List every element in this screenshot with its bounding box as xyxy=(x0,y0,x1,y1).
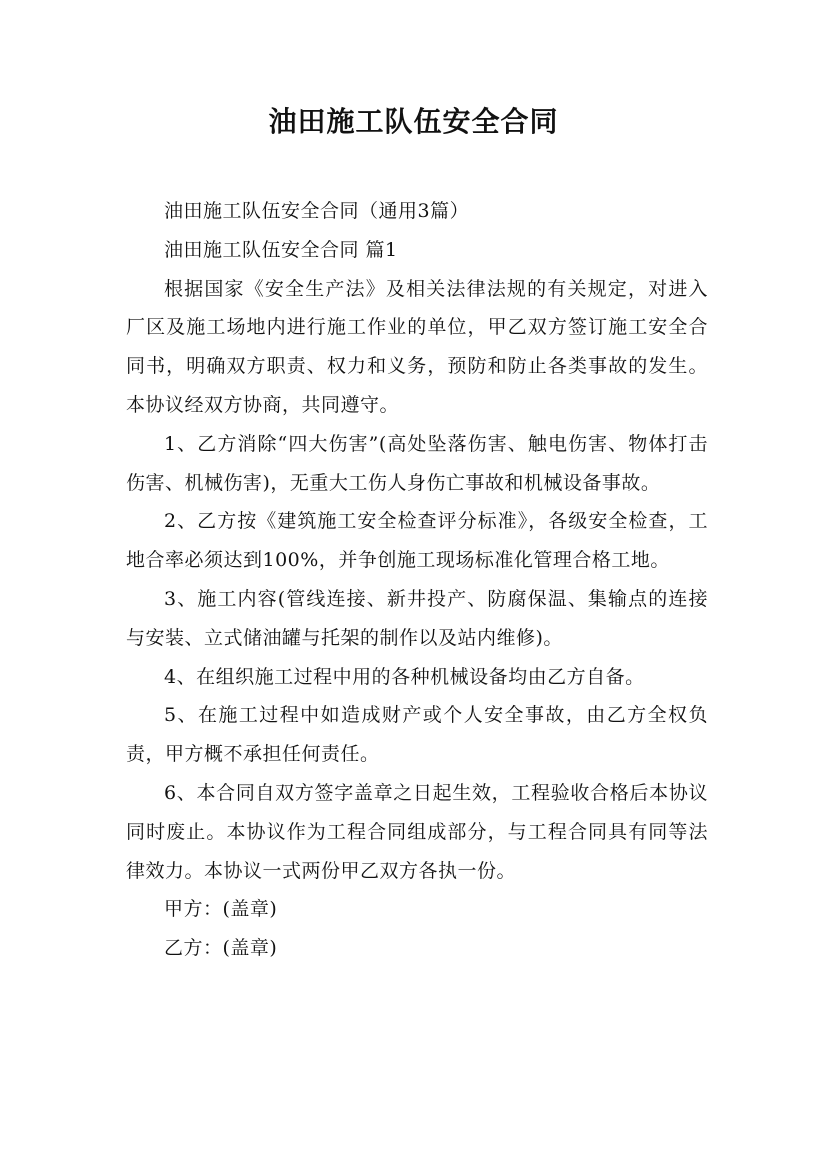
clause-6: 6、本合同自双方签字盖章之日起生效，工程验收合格后本协议同时废止。本协议作为工程合同组成部分，与工程合同具有同等法律效力。本协议一式两份甲乙双方各执一份。 xyxy=(126,781,708,882)
clause-1: 1、乙方消除“四大伤害”(高处坠落伤害、触电伤害、物体打击伤害、机械伤害)，无重大工伤人身伤亡事故和机械设备事故。 xyxy=(126,432,708,494)
clause-2: 2、乙方按《建筑施工安全检查评分标准》，各级安全检查，工地合率必须达到100%，并争创施工现场标准化管理合格工地。 xyxy=(126,510,708,572)
subtitle-paragraph: 油田施工队伍安全合同（通用3篇） xyxy=(164,200,470,222)
clause-5: 5、在施工过程中如造成财产或个人安全事故，由乙方全权负责，甲方概不承担任何责任。 xyxy=(126,704,708,766)
clause-4: 4、在组织施工过程中用的各种机械设备均由乙方自备。 xyxy=(164,665,645,688)
party-b-signature: 乙方：(盖章) xyxy=(164,937,278,960)
document-body xyxy=(126,192,708,968)
party-a-signature: 甲方：(盖章) xyxy=(164,898,278,921)
intro-paragraph: 根据国家《安全生产法》及相关法律法规的有关规定，对进入厂区及施工场地内进行施工作业的单位，甲乙双方签订施工安全合同书，明确双方职责、权力和义务，预防和防止各类事故的发生。本协议经双方协商，共同遵守。 xyxy=(126,277,708,416)
document-title: 油田施工队伍安全合同 xyxy=(268,105,559,138)
clause-3: 3、施工内容(管线连接、新井投产、防腐保温、集输点的连接与安装、立式储油罐与托架的制作以及站内维修)。 xyxy=(126,587,708,649)
section-heading: 油田施工队伍安全合同 篇1 xyxy=(164,238,398,261)
